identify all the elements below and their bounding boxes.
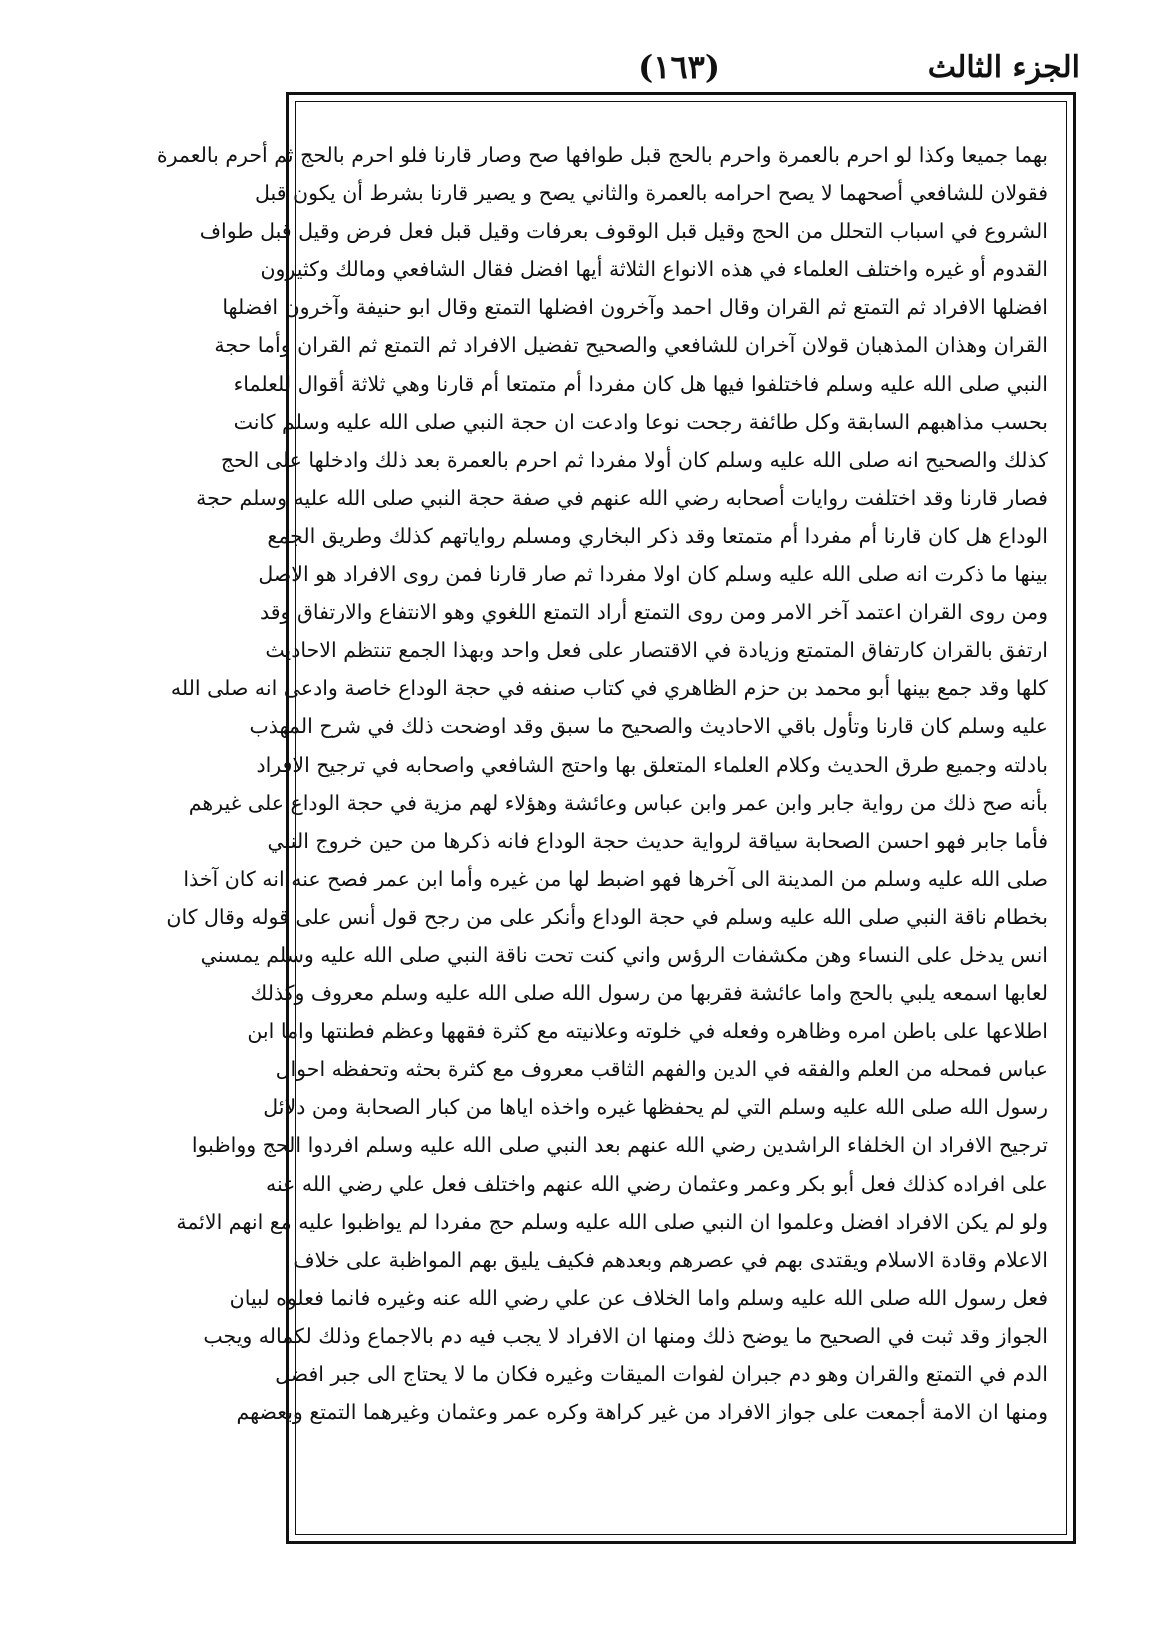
text-line: بأنه صح ذلك من رواية جابر وابن عمر وابن عباس وعائشة وهؤلاء لهم مزية في حجة الوداع على غيرهم [188, 790, 1048, 815]
text-line: الجواز وقد ثبت في الصحيح ما يوضح ذلك ومنها ان الافراد لا يجب فيه دم بالاجماع وذلك لكماله ويجب [203, 1323, 1048, 1348]
text-line: رسول الله صلى الله عليه وسلم التي لم يحفظها غيره واخذه اياها من كبار الصحابة ومن دلائل [263, 1095, 1048, 1120]
page-header [290, 40, 1080, 96]
text-line: كذلك والصحيح انه صلى الله عليه وسلم كان أولا مفردا ثم احرم بالعمرة بعد ذلك وادخلها على الحج [220, 447, 1048, 472]
text-line: كلها وقد جمع بينها أبو محمد بن حزم الظاهري في كتاب صنفه في حجة الوداع خاصة وادعى انه صلى الله [170, 676, 1048, 701]
text-line: القدوم أو غيره واختلف العلماء في هذه الانواع الثلاثة أيها افضل فقال الشافعي ومالك وكثيرون [260, 257, 1048, 282]
page-frame [156, 92, 1076, 1544]
text-line: فصار قارنا وقد اختلفت روايات أصحابه رضي الله عنهم في صفة حجة النبي صلى الله عليه وسلم حجة [196, 485, 1048, 510]
text-line: ولو لم يكن الافراد افضل وعلموا ان النبي صلى الله عليه وسلم حج مفردا لم يواظبوا عليه مع انهم الائمة [176, 1209, 1048, 1234]
text-line: عليه وسلم كان قارنا وتأول باقي الاحاديث والصحيح ما سبق وقد اوضحت ذلك في شرح المهذب [249, 714, 1048, 739]
text-line: النبي صلى الله عليه وسلم فاختلفوا فيها هل كان مفردا أم متمتعا أم قارنا وهي ثلاثة أقوال للعلماء [233, 371, 1048, 396]
text-line: بحسب مذاهبهم السابقة وكل طائفة رجحت نوعا وادعت ان حجة النبي صلى الله عليه وسلم كانت [233, 409, 1048, 434]
text-line: الدم في التمتع والقران وهو دم جبران لفوات الميقات وغيره فكان ما لا يحتاج الى جبر افضل [275, 1362, 1048, 1386]
page-number: (١٦٣) [638, 48, 720, 86]
text-line: افضلها الافراد ثم التمتع ثم القران وقال احمد وآخرون افضلها التمتع وقال ابو حنيفة وآخرون افضلها [222, 295, 1048, 320]
text-line: فقولان للشافعي أصحهما لا يصح احرامه بالعمرة والثاني يصح و يصير قارنا بشرط أن يكون قبل [255, 181, 1048, 206]
text-line: الوداع هل كان قارنا أم مفردا أم متمتعا وقد ذكر البخاري ومسلم رواياتهم كذلك وطريق الجمع [267, 523, 1048, 548]
text-line: اطلاعها على باطن امره وظاهره وفعله في خلوته وعلانيته مع كثرة فقهها وعظم فطنتها واما ابن [247, 1019, 1048, 1044]
text-line: فأما جابر فهو احسن الصحابة سياقة لرواية حديث حجة الوداع فانه ذكرها من حين خروج النبي [267, 828, 1048, 853]
page-frame-inner [156, 101, 1067, 1535]
text-line: انس يدخل على النساء وهن مكشفات الرؤس واني كنت تحت ناقة النبي صلى الله عليه وسلم يمسني [200, 942, 1048, 967]
text-line: بادلته وجميع طرق الحديث وكلام العلماء المتعلق بها واحتج الشافعي واصحابه في ترجيح الافراد [256, 752, 1048, 777]
text-line: على افراده كذلك فعل أبو بكر وعمر وعثمان رضي الله عنهم واختلف فعل علي رضي الله عنه [265, 1171, 1048, 1196]
text-line: ومن روى القران اعتمد آخر الامر ومن روى التمتع أراد التمتع اللغوي وهو الانتفاع والارتفاق وقد [260, 600, 1048, 625]
text-line: ترجيح الافراد ان الخلفاء الراشدين رضي الله عنهم بعد النبي صلى الله عليه وسلم افردوا الحج وواظبوا [191, 1133, 1048, 1158]
text-line: بينها ما ذكرت انه صلى الله عليه وسلم كان اولا مفردا ثم صار قارنا فمن روى الافراد هو الاصل [258, 562, 1048, 587]
text-line: الاعلام وقادة الاسلام ويقتدى بهم في عصرهم وبعدهم فكيف يليق بهم المواظبة على خلاف [293, 1247, 1048, 1272]
body-text [156, 136, 1048, 1431]
text-line: بهما جميعا وكذا لو احرم بالعمرة واحرم بالحج قبل طوافها صح وصار قارنا فلو احرم بالحج ثم أحرم بالعمرة [156, 143, 1048, 167]
text-line: صلى الله عليه وسلم من المدينة الى آخرها فهو اضبط لها من غيره وأما ابن عمر فصح عنه انه كان آخذا [183, 866, 1048, 891]
text-line: لعابها اسمعه يلبي بالحج واما عائشة فقربها من رسول الله صلى الله عليه وسلم معروف وكذلك [250, 981, 1048, 1006]
text-line: فعل رسول الله صلى الله عليه وسلم واما الخلاف عن علي رضي الله عنه وغيره فانما فعلوه لبيان [229, 1285, 1048, 1310]
text-line: بخطام ناقة النبي صلى الله عليه وسلم في حجة الوداع وأنكر على من رجح قول أنس على قوله وقال كان [166, 904, 1048, 929]
text-line: الشروع في اسباب التحلل من الحج وقيل قبل الوقوف بعرفات وقيل قبل فعل فرض وقيل قبل طواف [199, 219, 1048, 244]
volume-title: الجزء الثالث [927, 50, 1080, 85]
text-line: ارتفق بالقران كارتفاق المتمتع وزيادة في الاقتصار على فعل واحد وبهذا الجمع تنتظم الاحاديث [265, 638, 1048, 663]
text-line: القران وهذان المذهبان قولان آخران للشافعي والصحيح تفضيل الافراد ثم التمتع ثم القران وأما حجة [214, 333, 1048, 358]
text-line: ومنها ان الامة أجمعت على جواز الافراد من غير كراهة وكره عمر وعثمان وغيرهما التمتع وبعضهم [236, 1400, 1048, 1425]
text-line: عباس فمحله من العلم والفقه في الدين والفهم الثاقب معروف مع كثرة بحثه وتحفظه احوال [275, 1057, 1048, 1082]
